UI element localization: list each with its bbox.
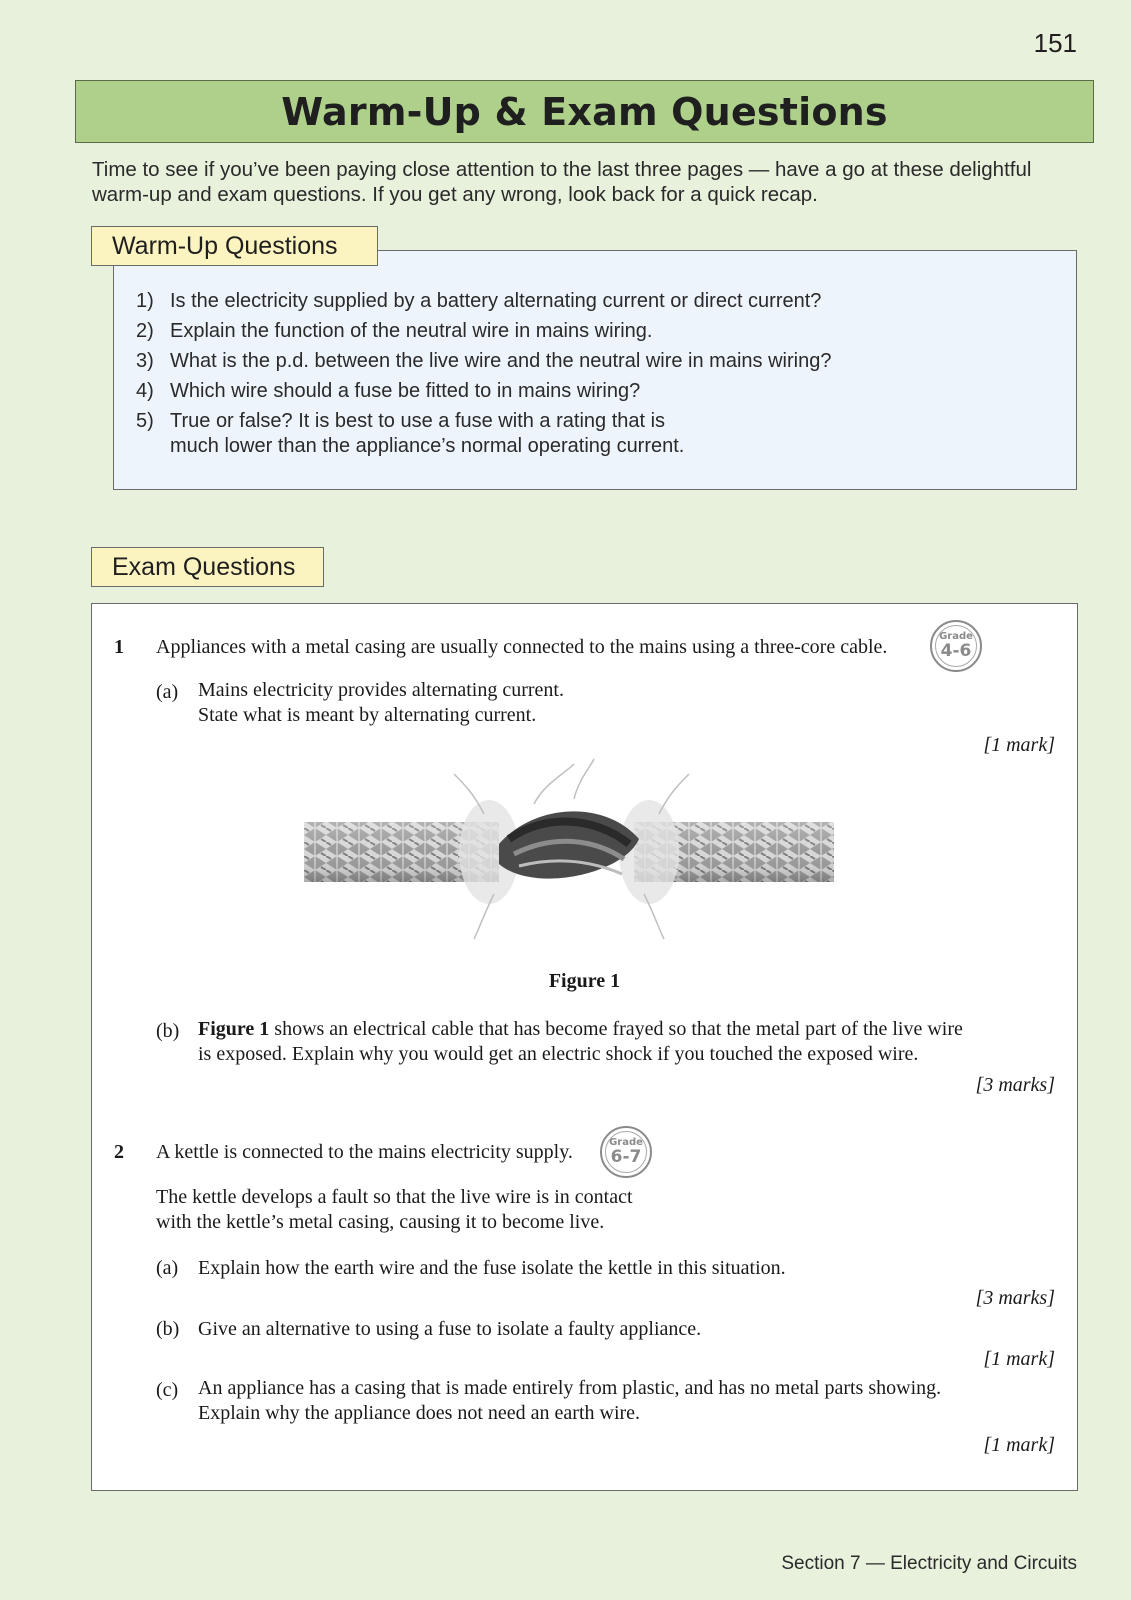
figure-reference: Figure 1 [198, 1018, 270, 1040]
part-label: (b) [156, 1020, 180, 1042]
item-number: 1) [136, 290, 154, 312]
title-bar [75, 80, 1094, 143]
grade-badge-q1 [930, 620, 982, 672]
warmup-heading: Warm-Up Questions [91, 226, 378, 266]
question-2-stem: The kettle develops a fault so that the live wire is in contact with the kettle’s metal casing, causing it to become live. [156, 1186, 633, 1233]
marks-label: [3 marks] [975, 1287, 1055, 1309]
part-label: (b) [156, 1318, 180, 1340]
part-label: (a) [156, 681, 179, 703]
item-number: 4) [136, 380, 154, 402]
list-item [136, 379, 1036, 404]
warmup-list [136, 289, 1036, 464]
intro-text: Time to see if you’ve been paying close attention to the last three pages — have a go at these delightful warm-up and exam questions. If you get any wrong, look back for a quick recap. [92, 158, 1032, 206]
item-text: True or false? It is best to use a fuse with a rating that is much lower than the appliance’s normal operating current. [170, 410, 685, 457]
question-2-text: A kettle is connected to the mains electricity supply. [156, 1141, 573, 1163]
item-number: 2) [136, 320, 154, 342]
page-number: 151 [1033, 28, 1077, 58]
part-text [198, 1017, 1038, 1067]
item-text: Which wire should a fuse be fitted to in mains wiring? [170, 380, 641, 402]
part-text: Explain how the earth wire and the fuse isolate the kettle in this situation. [198, 1257, 786, 1279]
marks-label: [1 mark] [983, 1348, 1055, 1370]
marks-label: [3 marks] [975, 1074, 1055, 1096]
figure-caption: Figure 1 [548, 970, 621, 992]
list-item [136, 349, 1036, 374]
grade-label: Grade [609, 1137, 643, 1148]
marks-label: [1 mark] [983, 734, 1055, 756]
grade-label: Grade [939, 631, 973, 642]
item-number: 5) [136, 410, 154, 432]
list-item [136, 409, 1036, 459]
exam-box [91, 603, 1078, 1491]
question-1-number: 1 [114, 636, 124, 658]
page-title: Warm-Up & Exam Questions [281, 89, 888, 134]
frayed-cable-image [304, 744, 834, 944]
question-1-text: Appliances with a metal casing are usually connected to the mains using a three-core cable. [156, 636, 888, 658]
part-text: Mains electricity provides alternating current. State what is meant by alternating current. [198, 679, 564, 726]
part-text: Give an alternative to using a fuse to isolate a faulty appliance. [198, 1318, 702, 1340]
part-label: (a) [156, 1257, 179, 1279]
marks-label: [1 mark] [983, 1434, 1055, 1456]
part-label: (c) [156, 1379, 179, 1401]
list-item [136, 289, 1036, 314]
item-text: Explain the function of the neutral wire in mains wiring. [170, 320, 653, 342]
part-text: An appliance has a casing that is made entirely from plastic, and has no metal parts showing. Explain why the appliance does not need an earth wire. [198, 1377, 942, 1424]
footer-section-label: Section 7 — Electricity and Circuits [781, 1553, 1077, 1574]
part-text-body: shows an electrical cable that has become frayed so that the metal part of the live wire is exposed. Explain why you would get an electric shock if you touched the exposed wire. [198, 1018, 963, 1065]
warmup-box [113, 250, 1077, 490]
question-2-number: 2 [114, 1141, 124, 1163]
grade-range: 6-7 [610, 1147, 642, 1167]
grade-range: 4-6 [940, 641, 972, 661]
exam-heading: Exam Questions [91, 547, 324, 587]
item-number: 3) [136, 350, 154, 372]
list-item [136, 319, 1036, 344]
grade-badge-q2 [600, 1126, 652, 1178]
item-text: Is the electricity supplied by a battery alternating current or direct current? [170, 290, 822, 312]
item-text: What is the p.d. between the live wire and the neutral wire in mains wiring? [170, 350, 832, 372]
